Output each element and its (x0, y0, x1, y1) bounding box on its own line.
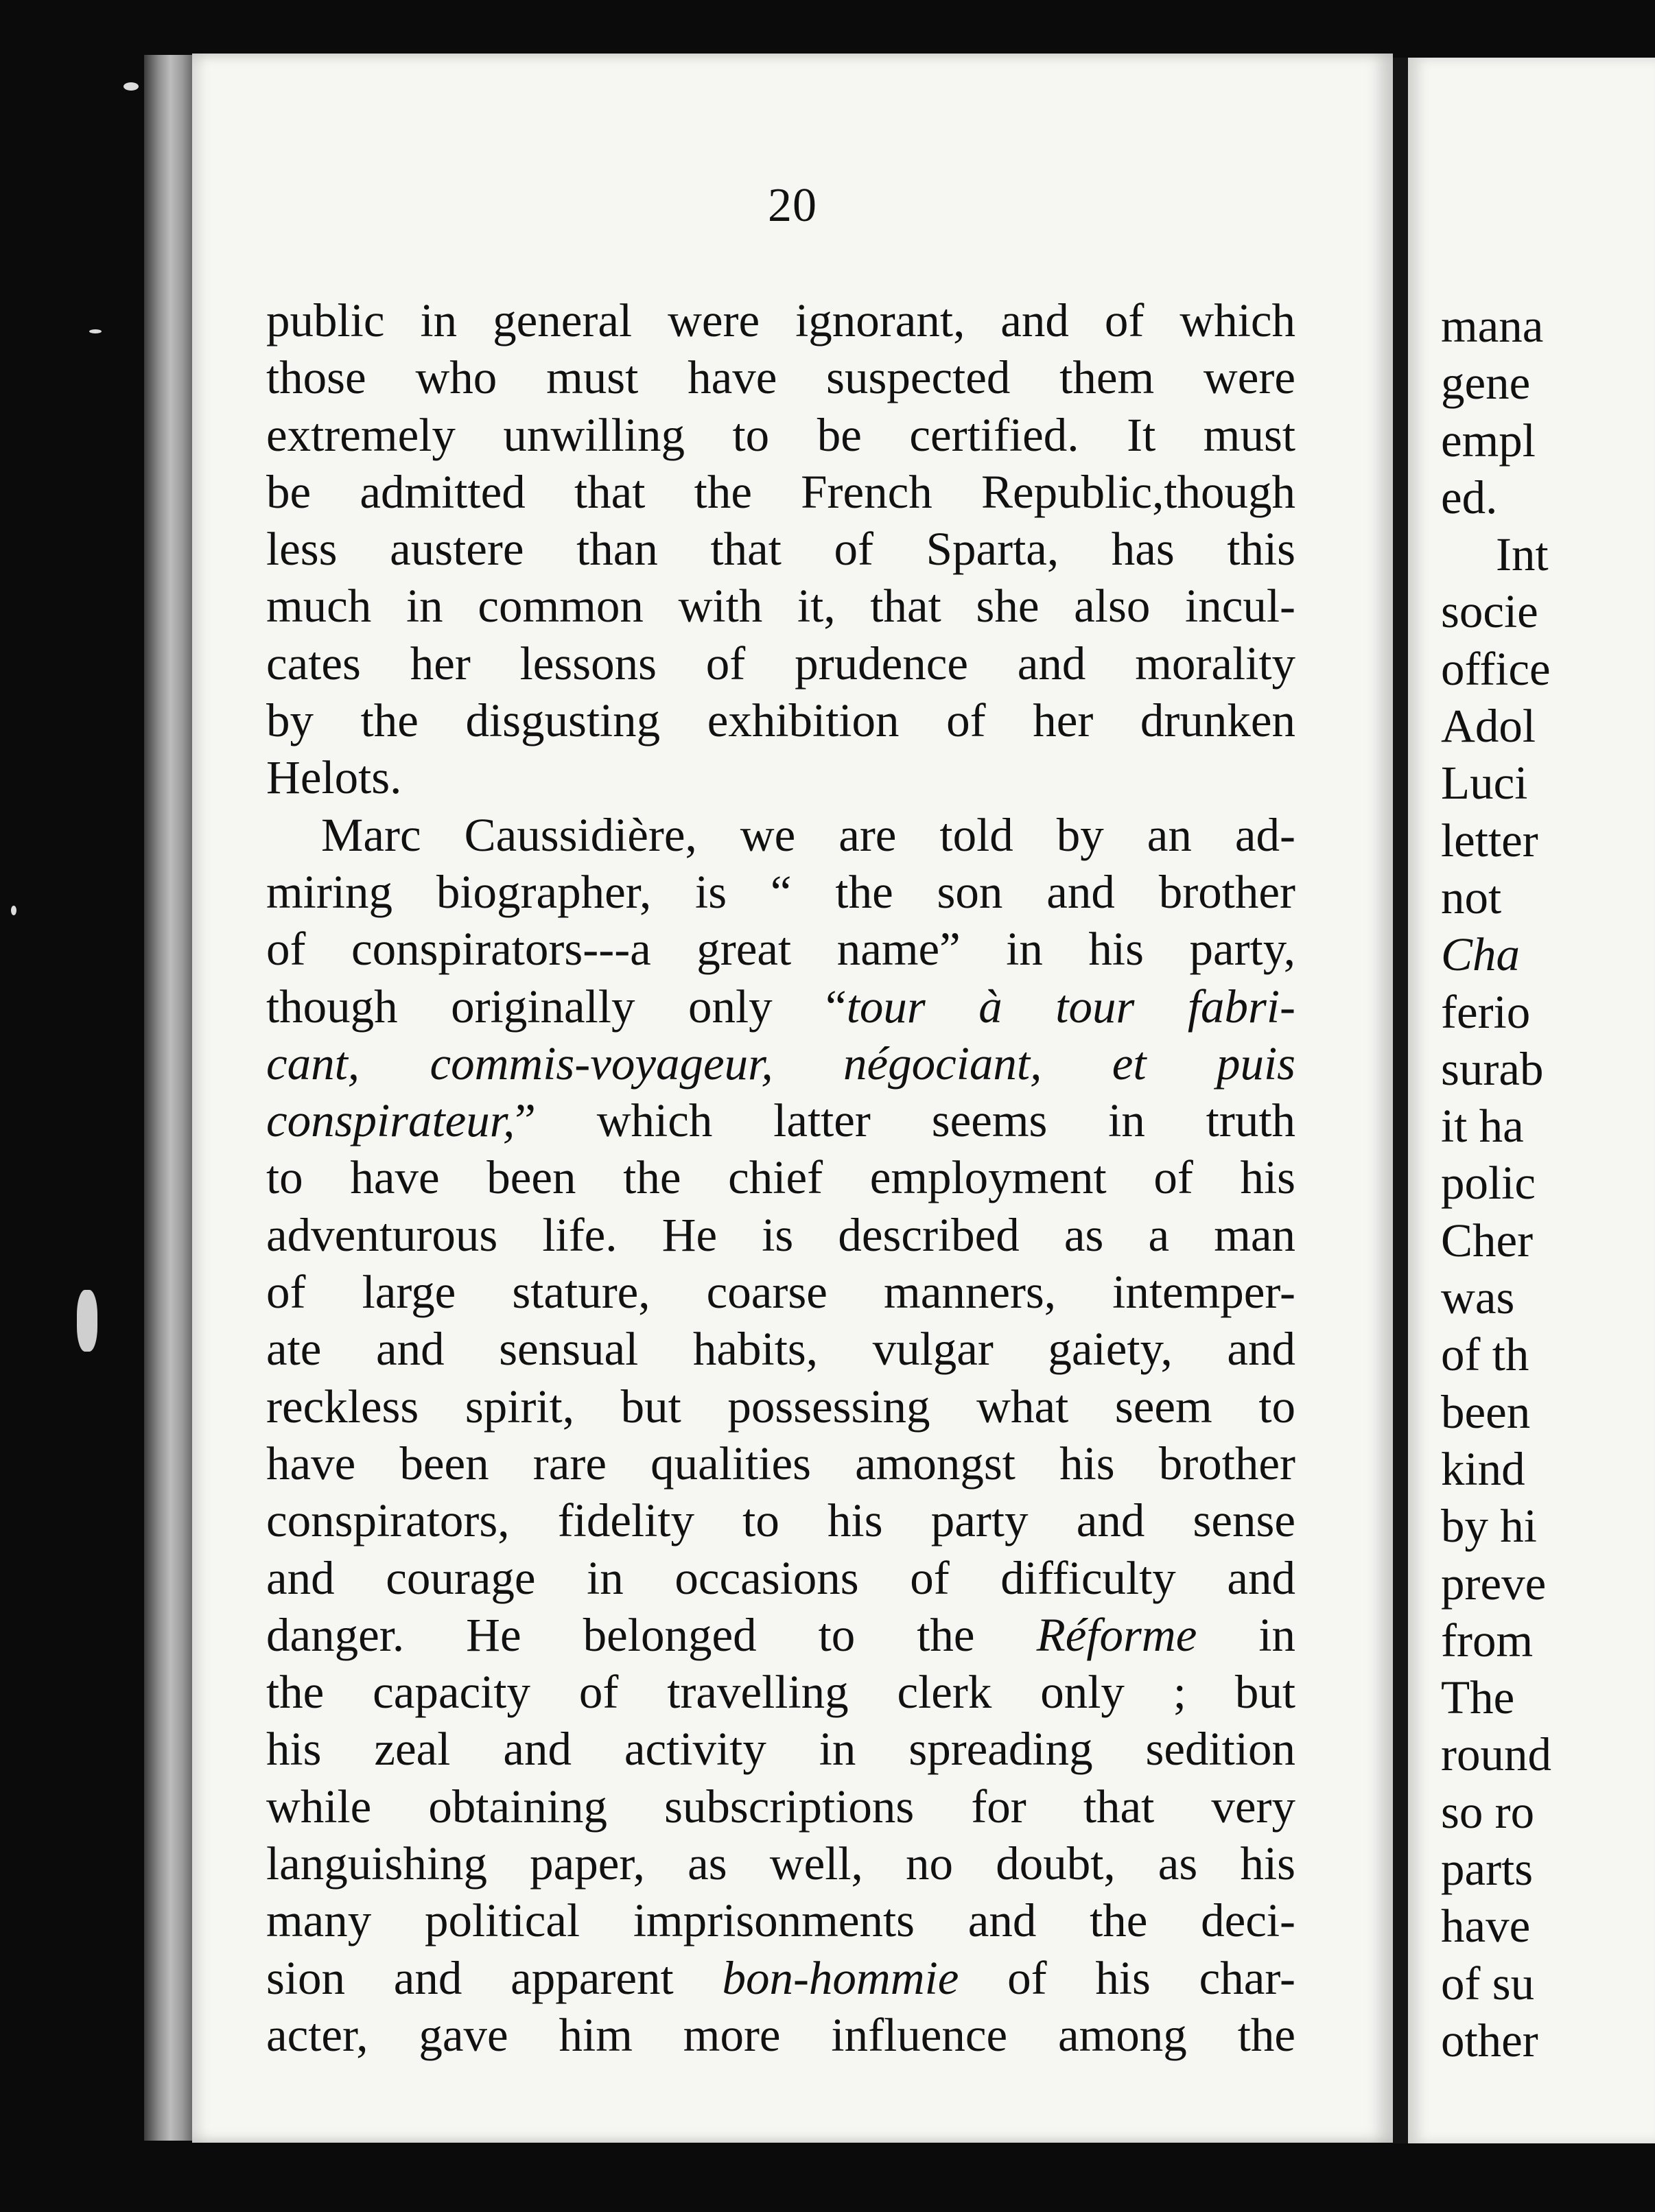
text-line: much in common with it, that she also incul- (266, 580, 1295, 633)
italic-text-run: tour à tour fabri- (846, 980, 1295, 1033)
text-line: parts (1441, 1843, 1534, 1896)
text-line: cates her lessons of prudence and morality (266, 637, 1295, 690)
italic-text-run: conspirateur, (266, 1094, 515, 1147)
text-line: have (1441, 1900, 1531, 1953)
text-line: polic (1441, 1157, 1536, 1210)
text-line: other (1441, 2014, 1538, 2067)
text-line: not (1441, 871, 1502, 923)
text-line: The (1441, 1671, 1515, 1724)
scan-dust-speck (89, 329, 102, 333)
text-line: public in general were ignorant, and of which (266, 294, 1295, 346)
text-line: of conspirators---a great name” in his party, (266, 923, 1295, 976)
scan-dust-speck (11, 906, 16, 915)
text-line: surab (1441, 1042, 1544, 1095)
text-run: danger. He belonged to the (266, 1608, 1037, 1661)
page-gutter (1393, 58, 1408, 2143)
text-line: miring biographer, is “ the son and brother (266, 865, 1295, 918)
text-line: letter (1441, 814, 1538, 867)
text-run: though originally only “ (266, 980, 847, 1033)
text-line: mana (1441, 300, 1544, 352)
text-line: kind (1441, 1442, 1525, 1495)
page-number: 20 (768, 179, 817, 232)
text-line: less austere than that of Sparta, has this (266, 523, 1295, 576)
left-page (192, 54, 1393, 2143)
text-line: was (1441, 1271, 1515, 1324)
text-line (1441, 926, 1551, 983)
text-line: reckless spirit, but possessing what seem to (266, 1380, 1295, 1433)
italic-text-run: cant, commis-voyageur, négociant, et puis (266, 1037, 1295, 1090)
page-body-text (266, 292, 1295, 2064)
scan-dust-speck (124, 82, 139, 91)
text-line: office (1441, 642, 1551, 695)
scan-dust-speck (77, 1290, 97, 1352)
text-line: extremely unwilling to be certified. It must (266, 408, 1295, 461)
text-line: from (1441, 1614, 1534, 1667)
text-line: ate and sensual habits, vulgar gaiety, and (266, 1323, 1295, 1376)
text-run: sion and apparent (266, 1951, 723, 2004)
text-line (266, 1950, 1295, 2007)
italic-text-run: Cha (1441, 928, 1521, 981)
text-line: of su (1441, 1957, 1535, 2010)
text-line (266, 978, 1295, 1035)
text-line: empl (1441, 414, 1536, 467)
italic-text-run: bon-hommie (722, 1951, 959, 2004)
text-line: Int (1496, 528, 1549, 581)
text-run: ” which latter seems in truth (515, 1094, 1295, 1147)
text-line: his zeal and activity in spreading sedition (266, 1723, 1295, 1776)
text-line: Marc Caussidière, we are told by an ad- (321, 808, 1295, 861)
text-line: while obtaining subscriptions for that very (266, 1780, 1295, 1833)
text-line: preve (1441, 1557, 1547, 1610)
book-binding-edge (144, 55, 192, 2141)
text-line: languishing paper, as well, no doubt, as his (266, 1837, 1295, 1890)
text-run: in (1197, 1608, 1296, 1661)
text-run: of his char- (959, 1951, 1295, 2004)
text-line: it ha (1441, 1100, 1524, 1153)
text-line (266, 1607, 1295, 1664)
text-line: Helots. (266, 751, 402, 804)
text-line: have been rare qualities amongst his brother (266, 1437, 1295, 1490)
text-line: Luci (1441, 757, 1528, 810)
text-line: Cher (1441, 1214, 1534, 1267)
text-line: and courage in occasions of difficulty and (266, 1551, 1295, 1604)
text-line: ed. (1441, 471, 1498, 523)
text-line: been (1441, 1385, 1531, 1438)
text-line: to have been the chief employment of his (266, 1151, 1295, 1204)
text-line: socie (1441, 585, 1538, 638)
text-line: acter, gave him more influence among the (266, 2008, 1295, 2061)
text-line: many political imprisonments and the deci- (266, 1894, 1295, 1947)
text-line: of th (1441, 1328, 1529, 1381)
right-page-partial (1408, 58, 1655, 2143)
text-line: gene (1441, 357, 1531, 410)
text-line: round (1441, 1728, 1551, 1781)
text-line (266, 1035, 1295, 1092)
text-line: those who must have suspected them were (266, 351, 1295, 404)
text-line: by hi (1441, 1500, 1537, 1553)
text-line: adventurous life. He is described as a man (266, 1208, 1295, 1261)
text-line: by the disgusting exhibition of her drunken (266, 694, 1295, 747)
text-line: the capacity of travelling clerk only ; but (266, 1666, 1295, 1719)
text-line: of large stature, coarse manners, intemper- (266, 1266, 1295, 1319)
text-line: so ro (1441, 1785, 1535, 1838)
text-line: ferio (1441, 985, 1531, 1038)
text-line: conspirators, fidelity to his party and sense (266, 1494, 1295, 1547)
text-line: be admitted that the French Republic,though (266, 465, 1295, 518)
text-line: Adol (1441, 700, 1536, 753)
right-page-text (1441, 298, 1551, 2069)
text-line (266, 1092, 1295, 1149)
italic-text-run: Réforme (1036, 1608, 1197, 1661)
